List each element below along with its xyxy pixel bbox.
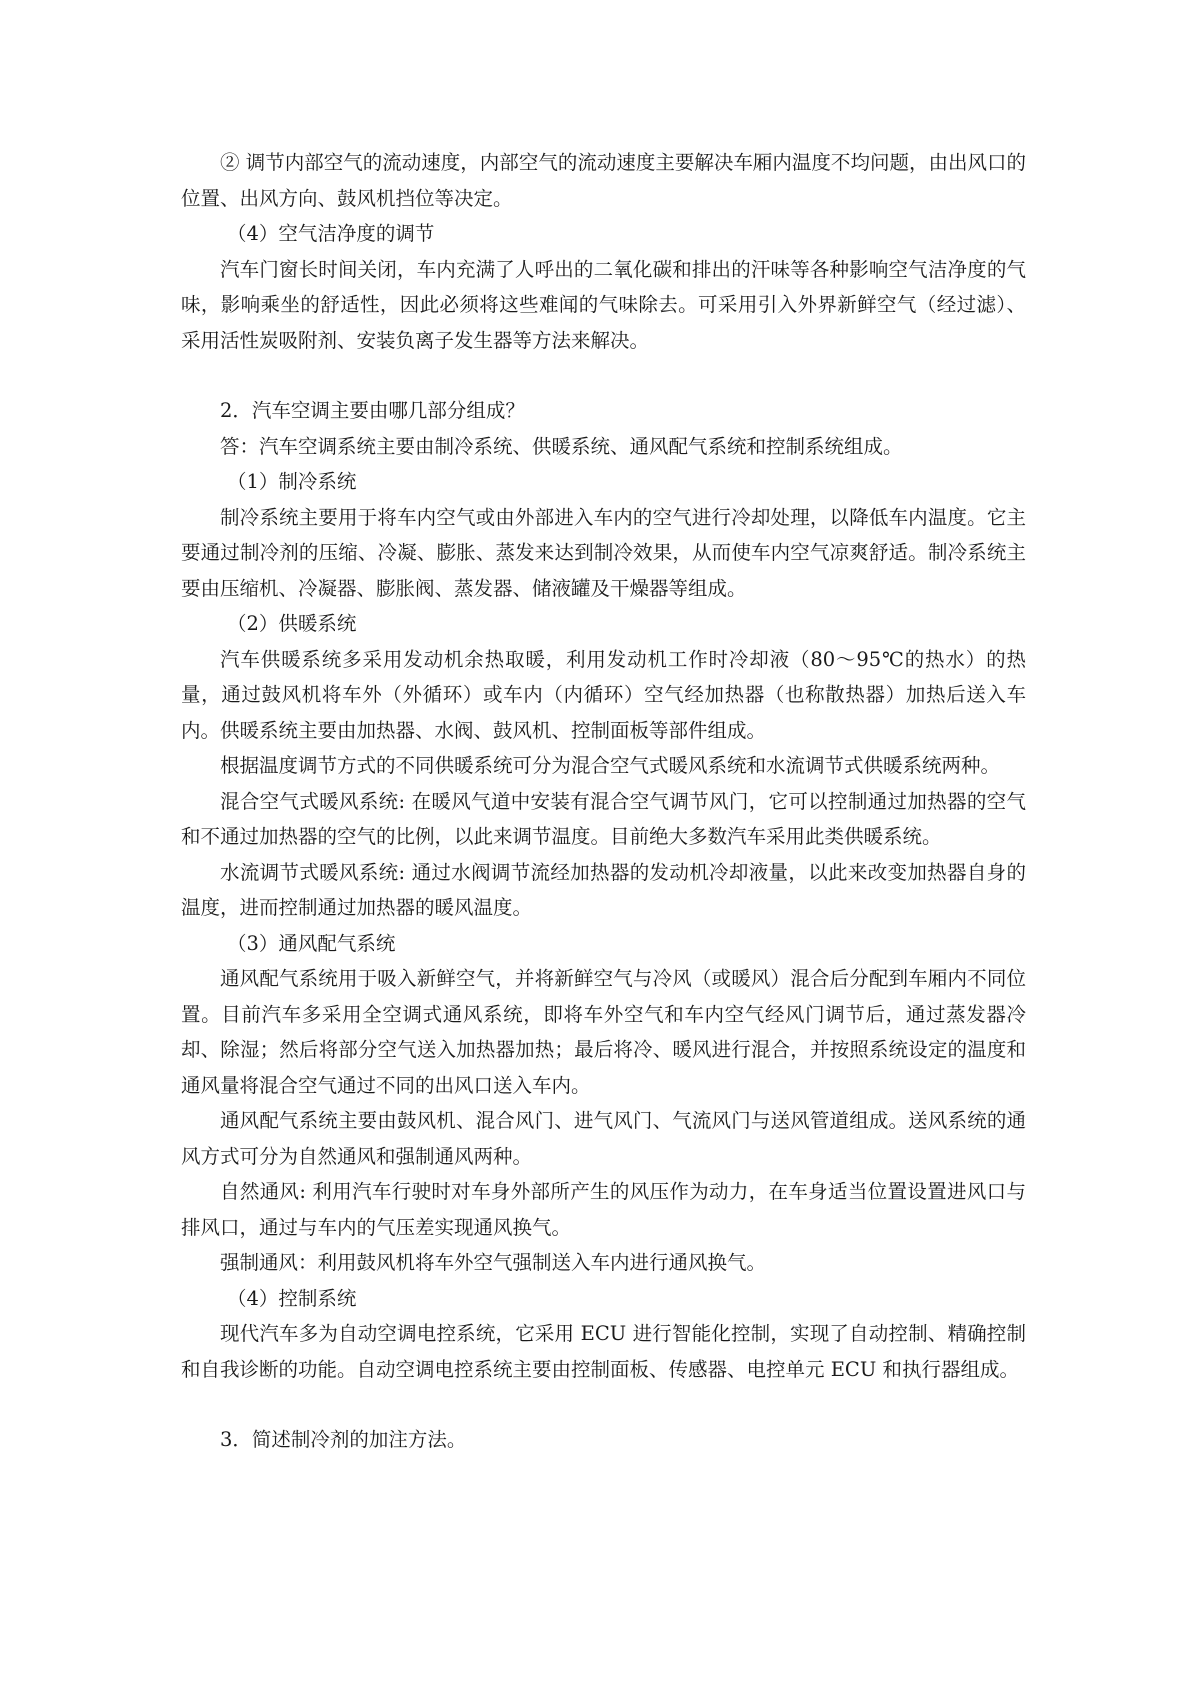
paragraph-air-cleanliness: 汽车门窗长时间关闭，车内充满了人呼出的二氧化碳和排出的汗味等各种影响空气洁净度的气味，影响乘坐的舒适性，因此必须将这些难闻的气味除去。可采用引入外界新鲜空气（经过滤）、采用活性炭吸附剂、安装负离子发生器等方法来解决。 <box>181 257 1026 352</box>
subheading-ventilation-system: （3）通风配气系统 <box>227 931 396 955</box>
paragraph-ventilation-system: 通风配气系统用于吸入新鲜空气，并将新鲜空气与冷风（或暖风）混合后分配到车厢内不同位置。目前汽车多采用全空调式通风系统，即将车外空气和车内空气经风门调节后，通过蒸发器冷却、除湿；然后将部分空气送入加热器加热；最后将冷、暖风进行混合，并按照系统设定的温度和通风量将混合空气通过不同的出风口送入车内。 <box>181 967 1026 1097</box>
paragraph-water-flow-heating: 水流调节式暖风系统: 通过水阀调节流经加热器的发动机冷却液量，以此来改变加热器自身的温度，进而控制通过加热器的暖风温度。 <box>181 860 1026 919</box>
question-3-heading: 3．简述制冷剂的加注方法。 <box>220 1428 467 1451</box>
paragraph-mixed-air-heating: 混合空气式暖风系统: 在暖风气道中安装有混合空气调节风门，它可以控制通过加热器的空气和不通过加热器的空气的比例，以此来调节温度。目前绝大多数汽车采用此类供暖系统。 <box>181 789 1026 848</box>
paragraph-natural-ventilation: 自然通风: 利用汽车行驶时对车身外部所产生的风压作为动力，在车身适当位置设置进风口与排风口，通过与车内的气压差实现通风换气。 <box>181 1180 1026 1239</box>
subheading-heating-system: （2）供暖系统 <box>227 612 357 635</box>
paragraph-ventilation-components: 通风配气系统主要由鼓风机、混合风门、进气风门、气流风门与送风管道组成。送风系统的通风方式可分为自然通风和强制通风两种。 <box>181 1109 1026 1168</box>
subheading-cooling-system: （1）制冷系统 <box>227 470 357 493</box>
answer-2-intro: 答：汽车空调系统主要由制冷系统、供暖系统、通风配气系统和控制系统组成。 <box>220 434 903 458</box>
paragraph-forced-ventilation: 强制通风：利用鼓风机将车外空气强制送入车内进行通风换气。 <box>220 1251 767 1274</box>
question-2-heading: 2．汽车空调主要由哪几部分组成？ <box>220 399 525 422</box>
subheading-control-system: （4）控制系统 <box>227 1286 357 1310</box>
paragraph-airflow-speed: ② 调节内部空气的流动速度，内部空气的流动速度主要解决车厢内温度不均问题，由出风口的位置、出风方向、鼓风机挡位等决定。 <box>181 151 1026 210</box>
subheading-air-cleanliness: （4）空气洁净度的调节 <box>227 222 435 245</box>
paragraph-cooling-system: 制冷系统主要用于将车内空气或由外部进入车内的空气进行冷却处理，以降低车内温度。它主要通过制冷剂的压缩、冷凝、膨胀、蒸发来达到制冷效果，从而使车内空气凉爽舒适。制冷系统主要由压缩机、冷凝器、膨胀阀、蒸发器、储液罐及干燥器等组成。 <box>181 505 1026 600</box>
paragraph-control-system: 现代汽车多为自动空调电控系统，它采用 ECU 进行智能化控制，实现了自动控制、精确控制和自我诊断的功能。自动空调电控系统主要由控制面板、传感器、电控单元 ECU 和执行器组成。 <box>181 1322 1026 1381</box>
document-body <box>181 145 1026 1458</box>
paragraph-heating-system: 汽车供暖系统多采用发动机余热取暖，利用发动机工作时冷却液（80～95℃的热水）的热量，通过鼓风机将车外（外循环）或车内（内循环）空气经加热器（也称散热器）加热后送入车内。供暖系统主要由加热器、水阀、鼓风机、控制面板等部件组成。 <box>181 647 1026 742</box>
paragraph-heating-types: 根据温度调节方式的不同供暖系统可分为混合空气式暖风系统和水流调节式供暖系统两种。 <box>220 754 1001 777</box>
